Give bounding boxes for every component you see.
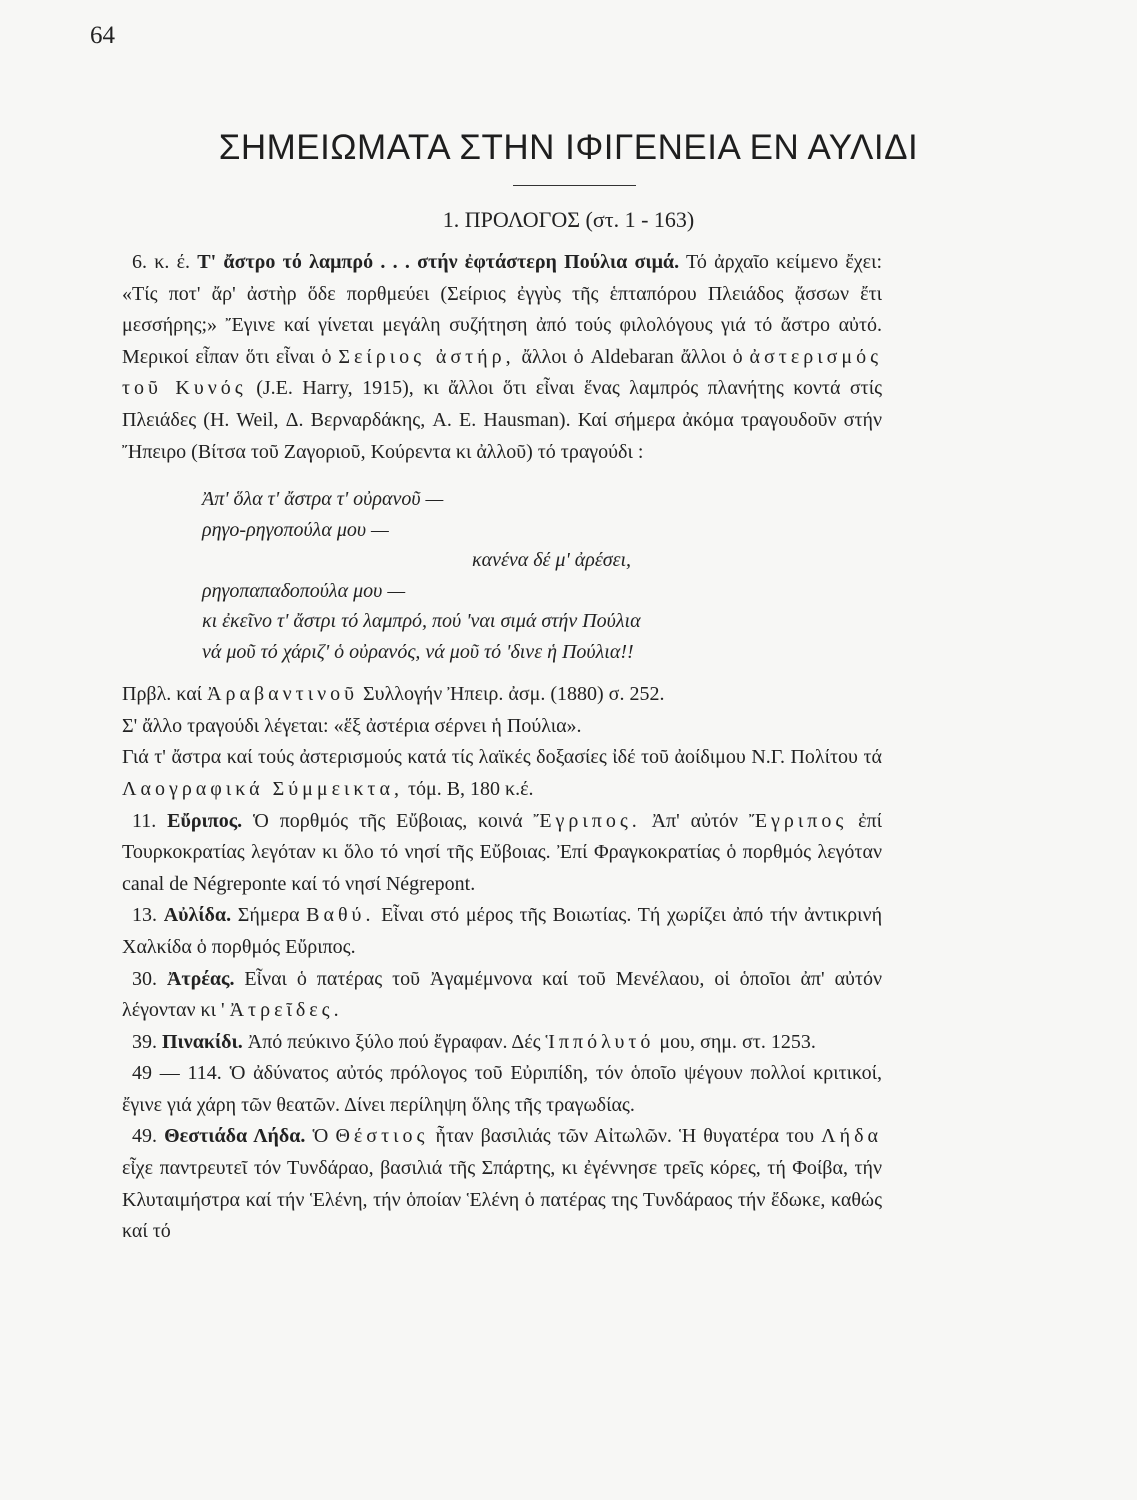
note-headword: Πινακίδι. bbox=[162, 1030, 243, 1053]
poem-line: νά μοῦ τό χάριζ' ὁ οὐρανός, νά μοῦ τό 'δινε ἡ Πούλια!! bbox=[202, 640, 634, 663]
note-49 bbox=[122, 1121, 882, 1247]
spaced-text: Ἀτρεῖδες. bbox=[229, 999, 343, 1022]
page-number: 64 bbox=[90, 22, 115, 49]
note-49-114 bbox=[122, 1058, 882, 1121]
notes-body bbox=[122, 247, 882, 1248]
note-text: Ὁ ἀδύνατος αὐτός πρόλογος τοῦ Εὐριπίδη, τόν ὁποῖο ψέγουν πολλοί κριτικοί, ἔγινε γιά χάρη τῶν θεατῶν. Δίνει περίληψη ὅλης τῆς τραγωδίας. bbox=[122, 1062, 883, 1116]
note-ref: 49 — 114. bbox=[132, 1062, 222, 1085]
note-6 bbox=[122, 247, 882, 468]
poem-line: κι ἐκεῖνο τ' ἄστρι τό λαμπρό, πού 'ναι σιμά στήν Πούλια bbox=[202, 610, 641, 633]
cf-line bbox=[122, 679, 882, 711]
note-39 bbox=[122, 1027, 882, 1059]
note-ref: 13. bbox=[132, 904, 157, 927]
note-text: ἦταν βασιλιάς τῶν Αἰτωλῶν. Ἡ θυγατέρα του bbox=[435, 1125, 815, 1148]
note-headword: Αὐλίδα. bbox=[163, 904, 232, 927]
note-text: εἶχε παντρευτεῖ τόν Τυνδάραο, βασιλιά τῆς Σπάρτης, κι ἐγέννησε τρεῖς κόρες, τή Φοίβα, τήν Κλυταιμήστρα καί τήν Ἑλένη, τήν ὁποίαν Ἑλένη ὁ πατέρας της Τυνδάραος τήν ἔδωκε, καθώς καί τό bbox=[122, 1157, 882, 1243]
note-text: τόμ. Β, 180 κ.έ. bbox=[407, 777, 534, 800]
note-text: Ὁ πορθμός τῆς Εὔβοιας, κοινά bbox=[253, 809, 523, 832]
song-line: Σ' ἄλλο τραγούδι λέγεται: «ἕξ ἀστέρια σέρνει ἡ Πούλια». bbox=[122, 714, 582, 737]
spaced-text: Βαθύ. bbox=[306, 904, 375, 927]
note-ref: 49. bbox=[132, 1125, 157, 1148]
spaced-text: Σείριος ἀστήρ, bbox=[338, 345, 515, 368]
spaced-text: Ἔγριπος bbox=[748, 809, 848, 832]
note-11 bbox=[122, 806, 882, 901]
note-text: Ὁ bbox=[312, 1125, 329, 1148]
title-divider bbox=[513, 185, 636, 186]
note-ref: 39. bbox=[132, 1030, 157, 1053]
note-text: Τό ἀρχαῖο κείμενο ἔχει: «Τίς ποτ' ἄρ' ἀστὴρ ὅδε πορθμεύει (Σείριος ἐγγὺς τῆς ἑπταπόρου Πλειάδος ᾄσσων ἔτι μεσσήρης;» Ἔγινε καί γίνεται μεγάλη συζήτηση ἀπό τούς φιλολόγους γιά τό ἄστρο αὐτό. Μερικοί εἶπαν ὅτι εἶναι ὁ bbox=[122, 251, 883, 368]
poem-line: ρηγο-ρηγοπούλα μου — bbox=[202, 518, 389, 541]
spaced-text: Ἀραβαντινοῦ bbox=[207, 683, 359, 706]
note-text: Γιά τ' ἄστρα καί τούς ἀστερισμούς κατά τίς λαϊκές δοξασίες ἰδέ τοῦ ἀοίδιμου Ν.Γ. Πολίτου τά bbox=[122, 746, 882, 769]
spaced-text: Θέστιος bbox=[335, 1125, 429, 1148]
note-text: Εἶναι ὁ πατέρας τοῦ Ἀγαμέμνονα καί τοῦ Μενέλαου, οἱ ὁποῖοι ἀπ' αὐτόν λέγονταν κι ' bbox=[122, 967, 883, 1022]
poem-line: κανένα δέ μ' ἀρέσει, bbox=[472, 549, 632, 572]
note-headword: Θεστιάδα Λήδα. bbox=[164, 1125, 306, 1148]
note-ref: 6. κ. έ. bbox=[132, 251, 190, 273]
spaced-text: Ἱππόλυτό bbox=[545, 1030, 655, 1053]
note-headword: Τ' ἄστρο τό λαμπρό . . . στήν ἐφτάστερη Πούλια σιμά. bbox=[197, 251, 680, 273]
note-13 bbox=[122, 900, 882, 963]
note-ref: 30. bbox=[132, 967, 157, 990]
poem-line: Ἀπ' ὅλα τ' ἄστρα τ' οὐρανοῦ — bbox=[202, 488, 444, 511]
note-ref: 11. bbox=[132, 809, 157, 832]
poem-line: ρηγοπαπαδοπούλα μου — bbox=[202, 579, 406, 602]
stars-ref bbox=[122, 742, 882, 805]
note-text: Ἀπ' αὐτόν bbox=[651, 809, 739, 832]
spaced-text: Ἔγριπος. bbox=[533, 809, 641, 832]
spaced-text: Λαογραφικά Σύμμεικτα, bbox=[122, 777, 403, 800]
note-text: Πρβλ. καί bbox=[122, 683, 203, 706]
page-title: ΣΗΜΕΙΩΜΑΤΑ ΣΤΗΝ ΙΦΙΓΕΝΕΙΑ ΕΝ ΑΥΛΙΔΙ bbox=[218, 128, 919, 167]
note-text: Συλλογήν Ἠπειρ. ἀσμ. (1880) σ. 252. bbox=[363, 683, 665, 706]
section-heading: 1. ΠΡΟΛΟΓΟΣ (στ. 1 - 163) bbox=[442, 207, 695, 232]
note-text: μου, σημ. στ. 1253. bbox=[659, 1030, 816, 1053]
spaced-text: ἀστερισμός τοῦ Κυνός bbox=[122, 345, 883, 400]
note-headword: Εὔριπος. bbox=[167, 809, 243, 832]
note-text: ἐπί Τουρκοκρατίας λεγόταν κι ὅλο τό νησί τῆς Εὔβοιας. Ἐπί Φραγκοκρατίας ὁ πορθμός λεγόταν canal de Négreponte καί τό νησί Négrepont. bbox=[122, 809, 883, 895]
note-headword: Ἀτρέας. bbox=[166, 967, 235, 990]
note-text: Ἀπό πεύκινο ξύλο πού ἔγραφαν. Δές bbox=[247, 1030, 541, 1053]
note-text: Σήμερα bbox=[237, 904, 300, 927]
spaced-text: Λήδα bbox=[821, 1125, 882, 1148]
note-30 bbox=[122, 964, 882, 1027]
note-text: Εἶναι στό μέρος τῆς Βοιωτίας. Τή χωρίζει ἀπό τήν ἀντικρινή Χαλκίδα ὁ πορθμός Εὔριπος. bbox=[122, 904, 883, 958]
folk-song bbox=[202, 484, 882, 667]
note-text: ἄλλοι ὁ Aldebaran ἄλλοι ὁ bbox=[521, 345, 743, 368]
note-text: (J.E. Harry, 1915), κι ἄλλοι ὅτι εἶναι ἕνας λαμπρός πλανήτης κοντά στίς Πλειάδες (H. Weil, Δ. Βερναρδάκης, A. E. Hausman). Καί σήμερα ἀκόμα τραγουδοῦν στήν Ἤπειρο (Βίτσα τοῦ Ζαγοριοῦ, Κούρεντα κι ἀλλοῦ) τό τραγούδι : bbox=[122, 377, 883, 463]
